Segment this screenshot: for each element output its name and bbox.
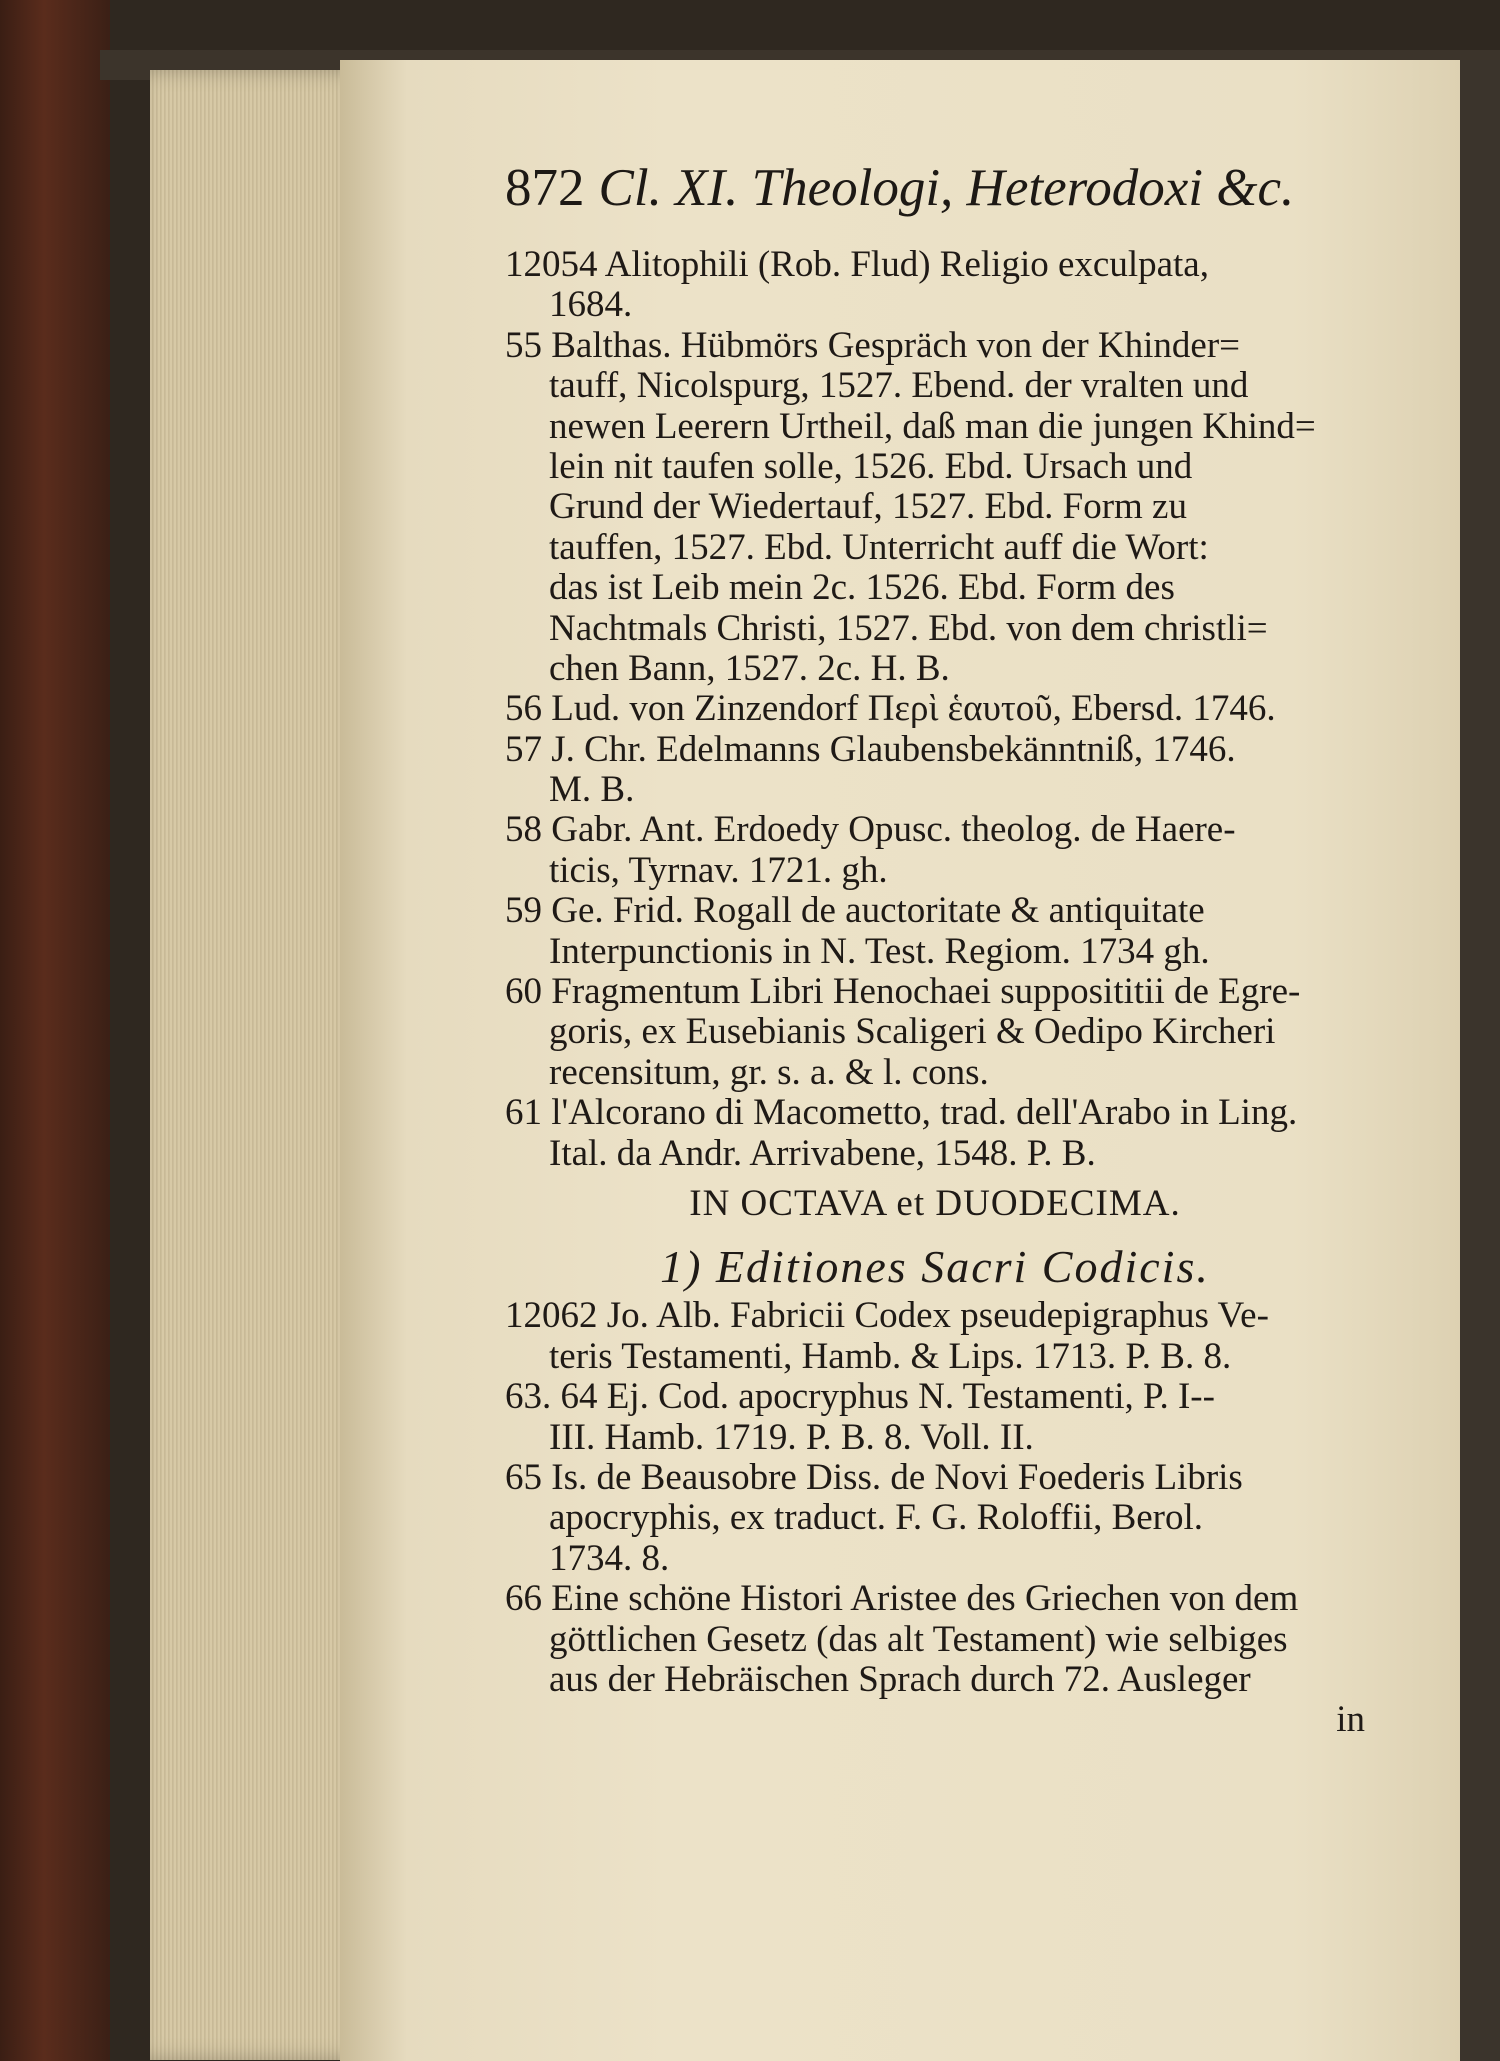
facing-page-edge bbox=[1460, 60, 1500, 2061]
text-line: das ist Leib mein 2c. 1526. Ebd. Form des bbox=[549, 568, 1175, 609]
text-line: III. Hamb. 1719. P. B. 8. Voll. II. bbox=[549, 1417, 1034, 1458]
text-line: 61 l'Alcorano di Macometto, trad. dell'Arabo in Ling. bbox=[505, 1093, 1298, 1134]
text-line: teris Testamenti, Hamb. & Lips. 1713. P. B. 8. bbox=[549, 1336, 1232, 1377]
text-line: Ital. da Andr. Arrivabene, 1548. P. B. bbox=[549, 1133, 1096, 1174]
text-line: in bbox=[1336, 1700, 1365, 1741]
text-line: 56 Lud. von Zinzendorf Περὶ ἑαυτοῦ, Ebersd. 1746. bbox=[505, 689, 1276, 730]
text-line: goris, ex Eusebianis Scaligeri & Oedipo Kircheri bbox=[549, 1012, 1276, 1053]
text-line: Grund der Wiedertauf, 1527. Ebd. Form zu bbox=[549, 487, 1187, 528]
text-line: lein nit taufen solle, 1526. Ebd. Ursach und bbox=[549, 446, 1193, 487]
text-line: 65 Is. de Beausobre Diss. de Novi Foederis Libris bbox=[505, 1457, 1243, 1498]
text-line: 58 Gabr. Ant. Erdoedy Opusc. theolog. de Haere- bbox=[505, 810, 1236, 851]
text-line: 1684. bbox=[549, 285, 633, 326]
text-line: ticis, Tyrnav. 1721. gh. bbox=[549, 850, 888, 891]
text-line: M. B. bbox=[549, 770, 635, 811]
running-head bbox=[505, 158, 1365, 218]
text-line: apocryphis, ex traduct. F. G. Roloffii, Berol. bbox=[549, 1498, 1204, 1539]
text-line: Nachtmals Christi, 1527. Ebd. von dem christli= bbox=[549, 608, 1268, 649]
text-line: 12054 Alitophili (Rob. Flud) Religio exculpata, bbox=[505, 245, 1209, 285]
entries-block-2 bbox=[505, 1296, 1365, 1740]
page-body bbox=[505, 245, 1365, 1741]
book-cover-left bbox=[0, 0, 110, 2061]
text-line: 60 Fragmentum Libri Henochaei supposititii de Egre- bbox=[505, 972, 1301, 1013]
text-line: 59 Ge. Frid. Rogall de auctoritate & antiquitate bbox=[505, 891, 1205, 932]
text-line: 63. 64 Ej. Cod. apocryphus N. Testamenti, P. I-- bbox=[505, 1377, 1215, 1418]
subsection-heading: 1) Editiones Sacri Codicis. bbox=[660, 1241, 1210, 1293]
text-line: 55 Balthas. Hübmörs Gespräch von der Khinder= bbox=[505, 325, 1241, 366]
text-line: 66 Eine schöne Histori Aristee des Griechen von dem bbox=[505, 1579, 1299, 1620]
text-line: göttlichen Gesetz (das alt Testament) wie selbiges bbox=[549, 1619, 1288, 1660]
entries-block-1 bbox=[505, 245, 1365, 1174]
text-line: chen Bann, 1527. 2c. H. B. bbox=[549, 648, 950, 689]
page-number: 872 bbox=[505, 159, 585, 217]
text-line: tauffen, 1527. Ebd. Unterricht auff die Wort: bbox=[549, 527, 1209, 568]
text-line: Interpunctionis in N. Test. Regiom. 1734 gh. bbox=[549, 931, 1210, 972]
text-line: 57 J. Chr. Edelmanns Glaubensbekänntniß, 1746. bbox=[505, 729, 1236, 770]
running-title: Cl. XI. Theologi, Heterodoxi &c. bbox=[598, 159, 1295, 217]
text-line: 1734. 8. bbox=[549, 1538, 670, 1579]
text-line: aus der Hebräischen Sprach durch 72. Ausleger bbox=[549, 1659, 1251, 1700]
text-line: newen Leerern Urtheil, daß man die jungen Khind= bbox=[549, 406, 1316, 447]
section-heading: IN OCTAVA et DUODECIMA. bbox=[689, 1183, 1181, 1224]
text-line: recensitum, gr. s. a. & l. cons. bbox=[549, 1052, 989, 1093]
page-edges bbox=[150, 70, 365, 2060]
text-line: 12062 Jo. Alb. Fabricii Codex pseudepigraphus Ve- bbox=[505, 1296, 1269, 1337]
text-line: tauff, Nicolspurg, 1527. Ebend. der vralten und bbox=[549, 366, 1249, 407]
